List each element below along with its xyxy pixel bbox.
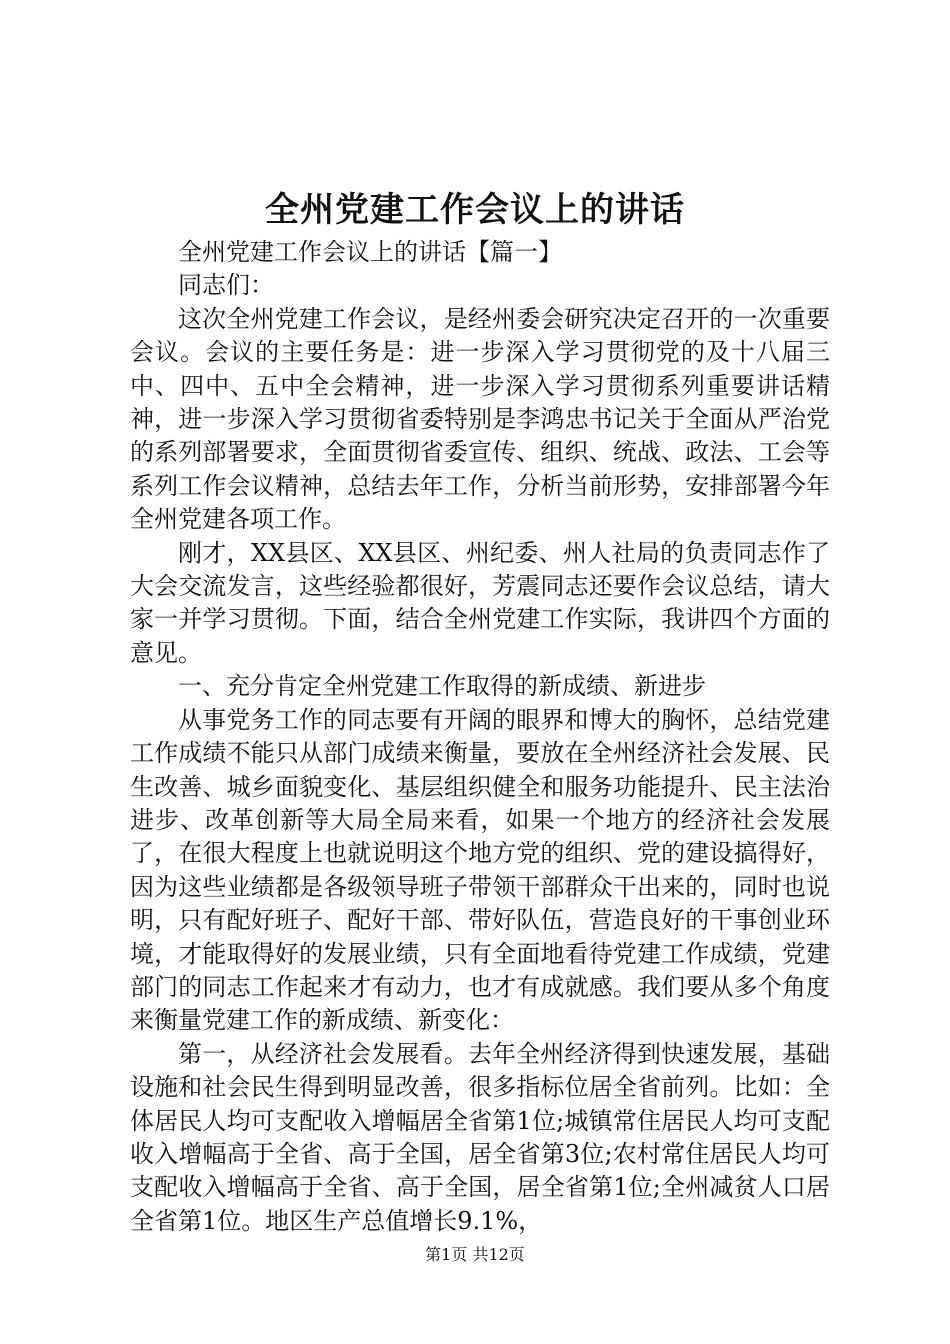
body-paragraph: 这次全州党建工作会议，是经州委会研究决定召开的一次重要会议。会议的主要任务是：进一步深入学习贯彻党的及十八届三中、四中、五中全会精神，进一步深入学习贯彻系列重要讲话精神，进一步深入学习贯彻省委特别是李鸿忠书记关于全面从严治党的系列部署要求，全面贯彻省委宣传、组织、统战、政法、工会等系列工作会议精神，总结去年工作，分析当前形势，安排部署今年全州党建各项工作。 [130,304,830,534]
body-paragraph: 刚才，XX县区、XX县区、州纪委、州人社局的负责同志作了大会交流发言，这些经验都很好，芳震同志还要作会议总结，请大家一并学习贯彻。下面，结合全州党建工作实际，我讲四个方面的意见。 [130,538,830,667]
body-paragraph: 从事党务工作的同志要有开阔的眼界和博大的胸怀，总结党建工作成绩不能只从部门成绩来衡量，要放在全州经济社会发展、民生改善、城乡面貌变化、基层组织健全和服务功能提升、民主法治进步、改革创新等大局全局来看，如果一个地方的经济社会发展了，在很大程度上也就说明这个地方党的组织、党的建设搞得好，因为这些业绩都是各级领导班子带领干部群众干出来的，同时也说明，只有配好班子、配好干部、带好队伍，营造良好的干事创业环境，才能取得好的发展业绩，只有全面地看待党建工作成绩，党建部门的同志工作起来才有动力，也才有成就感。我们要从多个角度来衡量党建工作的新成绩、新变化： [130,705,830,1035]
salutation: 同志们： [178,271,274,300]
page-footer: 第1页 共12页 [425,1245,525,1264]
body-paragraph: 第一，从经济社会发展看。去年全州经济得到快速发展，基础设施和社会民生得到明显改善，很多指标位居全省前列。比如：全体居民人均可支配收入增幅居全省第1位;城镇常住居民人均可支配收入增幅高于全省、高于全国，居全省第3位;农村常住居民人均可支配收入增幅高于全省、高于全国，居全省第1位;全州减贫人口居全省第1位。地区生产总值增长9.1%， [130,1039,830,1235]
document-body [130,236,830,1238]
document-title: 全州党建工作会议上的讲话 [265,190,685,230]
section-heading: 全州党建工作会议上的讲话【篇一】 [178,238,562,266]
section-heading: 一、充分肯定全州党建工作取得的新成绩、新进步 [178,672,706,701]
